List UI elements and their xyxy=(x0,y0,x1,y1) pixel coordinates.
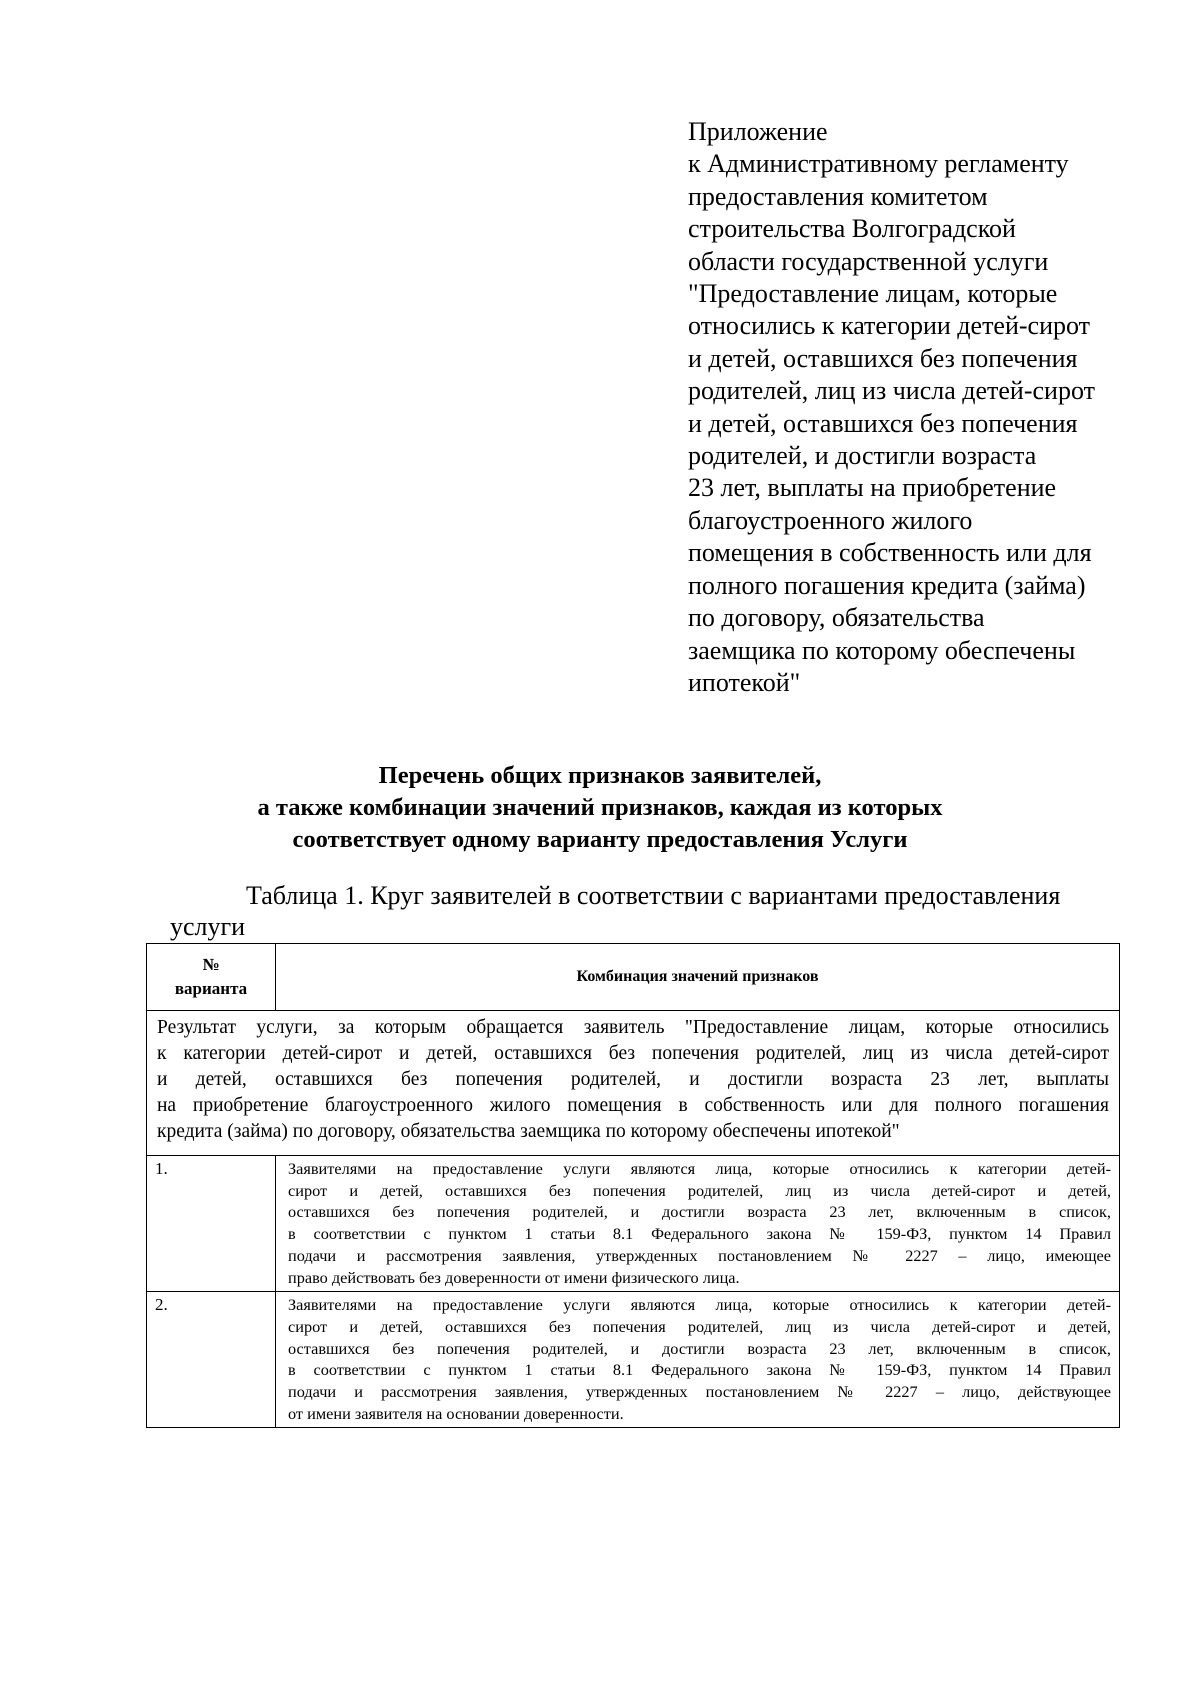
variant-line: подачи и рассмотрения заявления, утвержденных постановлением № 2227 – лицо, имеющее xyxy=(288,1245,1111,1265)
heading-line: Перечень общих признаков заявителей, xyxy=(378,762,822,789)
variant-line: право действовать без доверенности от имени физического лица. xyxy=(288,1267,740,1287)
result-line: на приобретение благоустроенного жилого помещения в собственность или для полного погашения xyxy=(157,1095,1109,1116)
appendix-line: полного погашения кредита (займа) xyxy=(688,570,1086,600)
appendix-line: и детей, оставшихся без попечения xyxy=(688,408,1078,438)
appendix-line: Приложение xyxy=(688,117,828,146)
variant-number: 2. xyxy=(147,1292,276,1428)
variant-line: в соответствии с пунктом 1 статьи 8.1 Федерального закона № 159-ФЗ, пунктом 14 Правил xyxy=(288,1224,1111,1244)
appendix-line: к Административному регламенту xyxy=(688,149,1069,179)
variant-line: подачи и рассмотрения заявления, утвержденных постановлением № 2227 – лицо, действующее xyxy=(288,1382,1111,1402)
result-cell xyxy=(147,1011,1120,1156)
result-line: к категории детей-сирот и детей, оставшихся без попечения родителей, лиц из числа детей-сирот xyxy=(157,1043,1109,1064)
variant-line: оставшихся без попечения родителей, и достигли возраста 23 лет, включенным в список, xyxy=(288,1338,1111,1358)
caption-line: услуги xyxy=(170,912,246,941)
table-header-row xyxy=(147,944,1120,1011)
header-variant-number xyxy=(147,944,276,1011)
variant-description xyxy=(276,1292,1120,1428)
appendix-line: 23 лет, выплаты на приобретение xyxy=(688,473,1057,503)
variant-description xyxy=(276,1156,1120,1292)
appendix-line: "Предоставление лицам, которые xyxy=(688,279,1058,309)
result-line: Результат услуги, за которым обращается заявитель "Предоставление лицам, которые относились xyxy=(157,1017,1109,1038)
variant-line: оставшихся без попечения родителей, и достигли возраста 23 лет, включенным в список, xyxy=(288,1202,1111,1222)
heading-line: а также комбинации значений признаков, каждая из которых xyxy=(257,794,943,821)
document-heading xyxy=(150,760,1050,856)
appendix-line: предоставления комитетом xyxy=(688,181,988,211)
variant-line: Заявителями на предоставление услуги являются лица, которые относились к категории детей- xyxy=(288,1295,1111,1315)
result-line: кредита (займа) по договору, обязательства заемщика по которому обеспечены ипотекой" xyxy=(157,1121,900,1142)
appendix-line: родителей, и достигли возраста xyxy=(688,441,1037,471)
variant-line: Заявителями на предоставление услуги являются лица, которые относились к категории детей- xyxy=(288,1159,1111,1178)
header-num-label: варианта xyxy=(174,979,248,998)
appendix-block xyxy=(688,116,1168,699)
appendix-line: ипотекой" xyxy=(688,667,801,697)
header-num-symbol: № xyxy=(202,955,220,974)
caption-line: Таблица 1. Круг заявителей в соответствии с вариантами предоставления xyxy=(246,881,1061,910)
appendix-line: строительства Волгоградской xyxy=(688,214,1016,244)
table-row xyxy=(147,1156,1120,1292)
variant-line: в соответствии с пунктом 1 статьи 8.1 Федерального закона № 159-ФЗ, пунктом 14 Правил xyxy=(288,1360,1111,1380)
appendix-line: по договору, обязательства xyxy=(688,603,985,633)
variant-line: сирот и детей, оставшихся без попечения родителей, лиц из числа детей-сирот и детей, xyxy=(288,1180,1111,1200)
result-row xyxy=(147,1011,1120,1156)
appendix-line: помещения в собственность или для xyxy=(688,538,1092,568)
table-caption xyxy=(170,880,1170,942)
heading-line: соответствует одному варианту предоставления Услуги xyxy=(292,826,908,853)
appendix-line: области государственной услуги xyxy=(688,246,1049,276)
variants-table xyxy=(146,943,1120,1428)
appendix-line: и детей, оставшихся без попечения xyxy=(688,343,1078,373)
result-line: и детей, оставшихся без попечения родителей, и достигли возраста 23 лет, выплаты xyxy=(157,1069,1109,1090)
variant-number: 1. xyxy=(147,1156,276,1292)
appendix-line: благоустроенного жилого xyxy=(688,505,973,535)
appendix-line: относились к категории детей-сирот xyxy=(688,311,1091,341)
appendix-line: заемщика по которому обеспечены xyxy=(688,635,1076,665)
variant-line: сирот и детей, оставшихся без попечения родителей, лиц из числа детей-сирот и детей, xyxy=(288,1316,1111,1336)
variant-line: от имени заявителя на основании доверенности. xyxy=(288,1403,624,1423)
header-combination: Комбинация значений признаков xyxy=(276,944,1120,1011)
appendix-line: родителей, лиц из числа детей-сирот xyxy=(688,376,1095,406)
table-row xyxy=(147,1292,1120,1428)
